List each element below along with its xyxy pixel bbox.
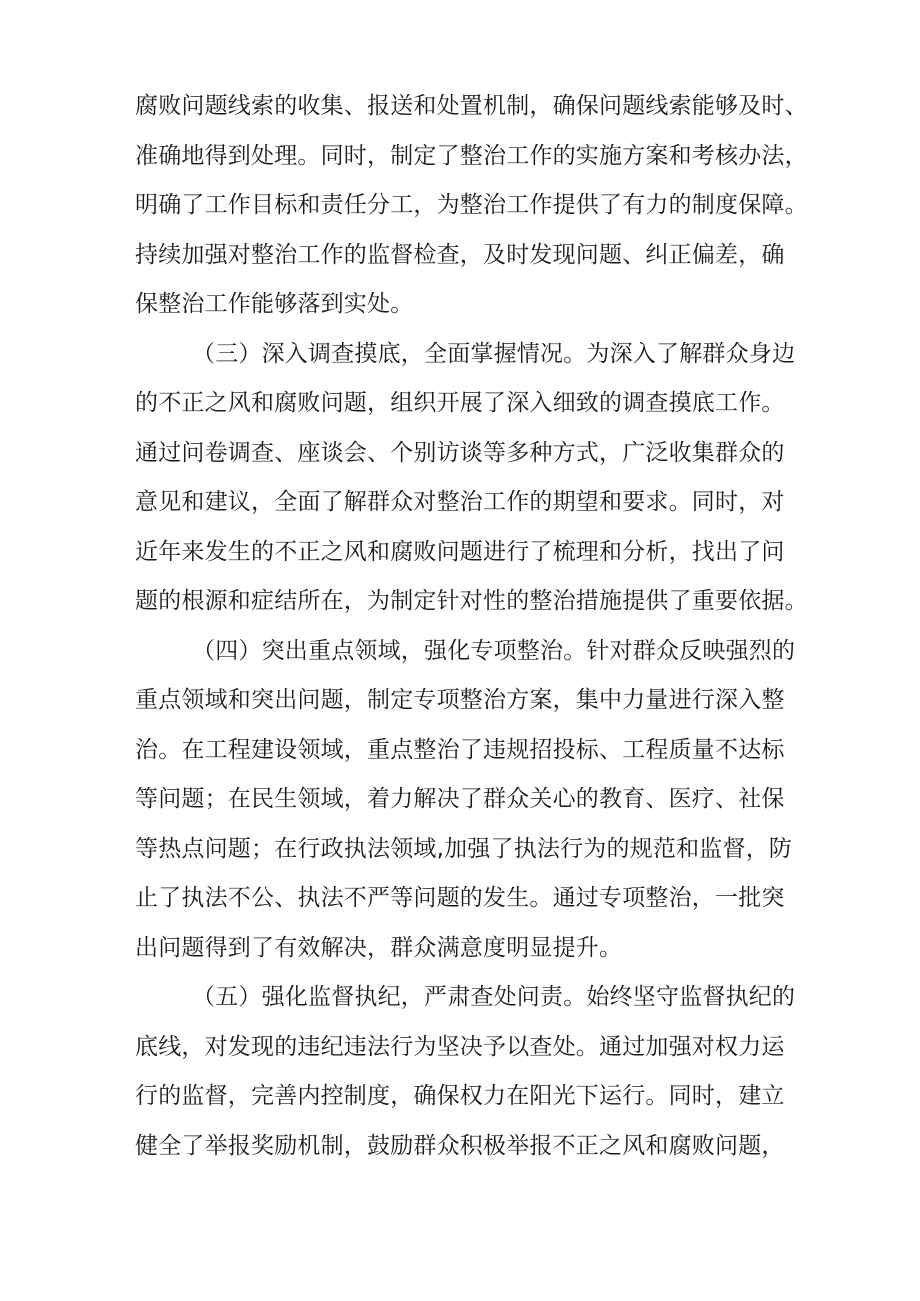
text-line-2: 准确地得到处理。同时，制定了整治工作的实施方案和考核办法， <box>135 142 808 169</box>
text-line-10: 近年来发生的不正之风和腐败问题进行了梳理和分析，找出了问 <box>135 538 785 565</box>
text-line-11: 题的根源和症结所在，为制定针对性的整治措施提供了重要依据。 <box>135 588 808 614</box>
text-line-18: 出问题得到了有效解决，群众满意度明显提升。 <box>135 934 623 961</box>
text-line-16: 等热点问题；在行政执法领域,加强了执法行为的规范和监督，防 <box>135 835 793 862</box>
text-line-7: 的不正之风和腐败问题，组织开展了深入细致的调查摸底工作。 <box>135 390 785 416</box>
text-line-14: 治。在工程建设领域，重点整治了违规招投标、工程质量不达标 <box>135 736 785 763</box>
text-line-8: 通过问卷调查、座谈会、个别访谈等多种方式，广泛收集群众的 <box>135 439 785 466</box>
text-line-21: 行的监督，完善内控制度，确保权力在阳光下运行。同时，建立 <box>135 1083 785 1109</box>
text-line-15: 等问题；在民生领域，着力解决了群众关心的教育、医疗、社保 <box>135 786 785 812</box>
text-line-9: 意见和建议，全面了解群众对整治工作的期望和要求。同时，对 <box>135 489 785 515</box>
section-5-heading-line: （五）强化监督执纪，严肃查处问责。始终坚守监督执纪的 <box>192 984 796 1010</box>
text-line-3: 明确了工作目标和责任分工，为整治工作提供了有力的制度保障。 <box>135 192 808 218</box>
section-4-heading-line: （四）突出重点领域，强化专项整治。针对群众反映强烈的 <box>192 637 796 664</box>
text-line-1: 腐败问题线索的收集、报送和处置机制，确保问题线索能够及时、 <box>135 93 808 119</box>
text-line-20: 底线，对发现的违纪违法行为坚决予以查处。通过加强对权力运 <box>135 1033 785 1060</box>
text-line-4: 持续加强对整治工作的监督检查，及时发现问题、纠正偏差，确 <box>135 241 785 268</box>
text-line-5: 保整治工作能够落到实处。 <box>135 291 414 317</box>
text-line-17: 止了执法不公、执法不严等问题的发生。通过专项整治，一批突 <box>135 885 785 911</box>
text-line-22: 健全了举报奖励机制，鼓励群众积极举报不正之风和腐败问题， <box>135 1132 785 1159</box>
document-body <box>135 82 808 1171</box>
text-line-13: 重点领域和突出问题，制定专项整治方案，集中力量进行深入整 <box>135 687 785 713</box>
section-3-heading-line: （三）深入调查摸底，全面掌握情况。为深入了解群众身边 <box>192 340 796 367</box>
